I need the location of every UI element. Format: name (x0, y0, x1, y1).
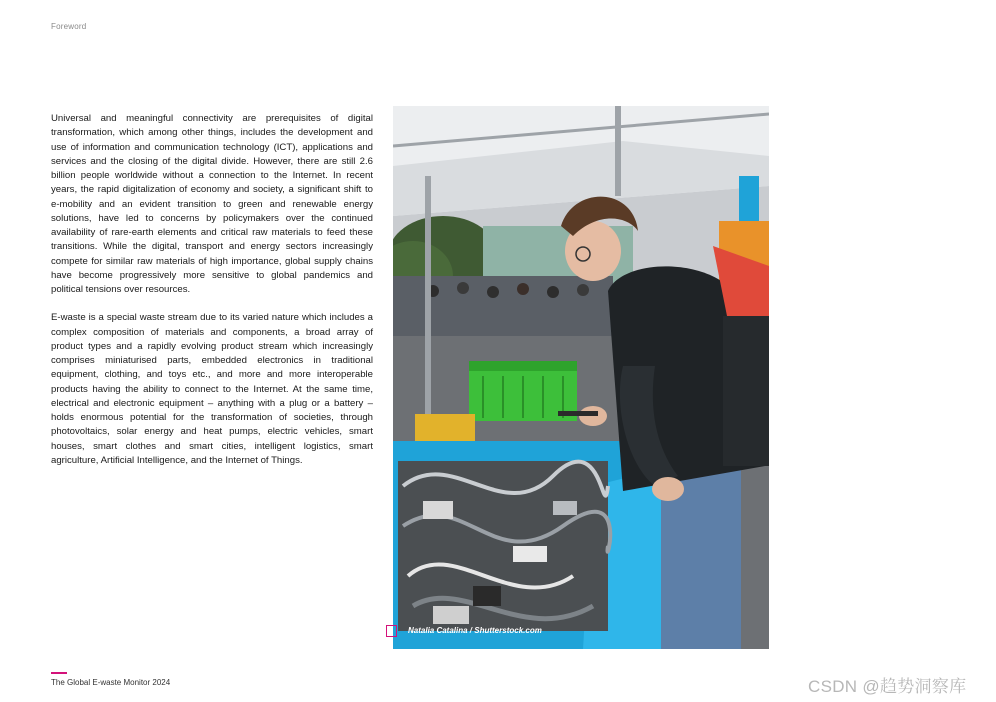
body-text-column (51, 112, 373, 482)
photo-credit: Natalia Catalina / Shutterstock.com (408, 626, 542, 635)
paragraph-e-waste: E-waste is a special waste stream due to its varied nature which includes a complex composition of materials and components, a broad array of product types and a rapidly evolving product stream which increasingly comprises miniaturised parts, embedded electronics in traditional equipment, clothing, and toys etc., and more and more interoperable products having the ability to connect to the Internet. At the same time, electrical and electronic equipment – anything with a plug or a battery – holds enormous potential for the transformation of societies, through photovoltaics, solar energy and heat pumps, electric vehicles, smart houses, smart clothes and smart cities, intelligent logistics, smart agriculture, Artificial Intelligence, and the Internet of Things. (51, 312, 373, 466)
watermark: CSDN @趋势洞察库 (808, 677, 967, 696)
footer-publication-title: The Global E-waste Monitor 2024 (51, 678, 171, 687)
section-label: Foreword (51, 22, 87, 31)
paragraph-connectivity: Universal and meaningful connectivity are prerequisites of digital transformation, which among other things, includes the development and use of information and communication technology (ICT), applications and services and the closing of the digital divide. However, there are still 2.6 billion people worldwide without a connection to the Internet. In recent years, the rapid digitalization of economy and society, a significant shift to e-mobility and an evident transition to green and renewable energy solutions, have led to concerns by policymakers over the continued availability of rare-earth elements and critical raw materials to feed these transitions. While the digital, transport and energy sectors increasingly compete for similar raw materials of high importance, global supply chains have become progressively more sensitive to global pandemics and political tensions over resources. (51, 113, 373, 295)
photo-credit-marker (386, 625, 397, 637)
photo-e-waste-collection (393, 106, 769, 649)
footer-accent-line (51, 672, 67, 674)
